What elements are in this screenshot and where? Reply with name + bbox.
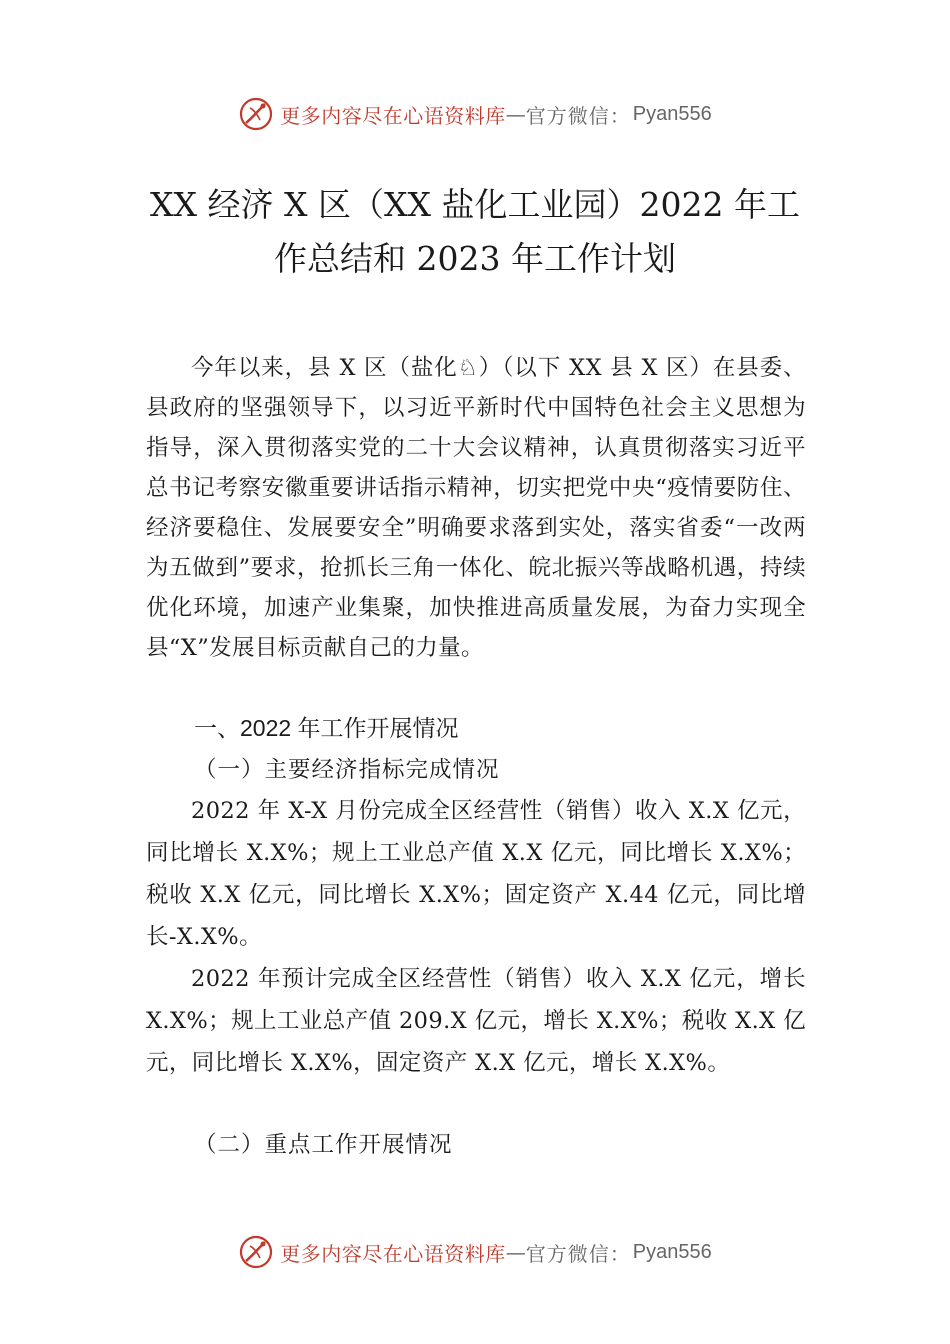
intro-block <box>146 348 806 668</box>
paragraph-block-2 <box>146 790 806 958</box>
header-watermark-banner <box>0 94 950 134</box>
subsection-heading-1: （一）主要经济指标完成情况 <box>194 757 500 783</box>
paragraph-block-3 <box>146 958 806 1084</box>
intro-paragraph: 今年以来，县 X 区（盐化♘）（以下 XX 县 X 区）在县委、县政府的坚强领导下，以习近平新时代中国特色社会主义思想为指导，深入贯彻落实党的二十大会议精神，认真贯彻落实习近平总书记考察安徽重要讲话指示精神，切实把党中央“疫情要防住、经济要稳住、发展要安全”明确要求落到实处，落实省委“一改两为五做到”要求，抢抓长三角一体化、皖北振兴等战略机遇，持续优化环境，加速产业集聚，加快推进高质量发展，为奋力实现全县“X”发展目标贡献自己的力量。 <box>146 355 806 661</box>
banner-brand-text: 更多内容尽在心语资料库 <box>280 103 506 128</box>
paragraph-indicators-forecast: 2022 年预计完成全区经营性（销售）收入 X.X 亿元，增长 X.X%；规上工业总产值 209.X 亿元，增长 X.X%；税收 X.X 亿元，同比增长 X.X%，固定资产 X.X 亿元，增长 X.X%。 <box>146 966 806 1076</box>
banner-dash: — <box>505 102 526 126</box>
pen-circle-logo-icon <box>238 96 274 132</box>
subsection-heading-2: （二）重点工作开展情况 <box>194 1132 453 1158</box>
pen-circle-logo-icon <box>238 1234 274 1270</box>
banner-wechat-handle: Pyan556 <box>632 1240 712 1263</box>
banner-wechat-label: 官方微信： <box>525 103 631 128</box>
banner-brand-text: 更多内容尽在心语资料库 <box>280 1241 506 1266</box>
banner-wechat-label: 官方微信： <box>525 1241 631 1266</box>
title-line-1: XX 经济 X 区（XX 盐化工业园）2022 年工 <box>150 185 800 224</box>
title-line-2: 作总结和 2023 年工作计划 <box>274 239 676 278</box>
section-heading-1: 一、2022 年工作开展情况 <box>194 715 459 741</box>
banner-dash: — <box>505 1240 526 1264</box>
banner-wechat-handle: Pyan556 <box>632 102 712 125</box>
paragraph-indicators-ytd: 2022 年 X-X 月份完成全区经营性（销售）收入 X.X 亿元，同比增长 X.X%；规上工业总产值 X.X 亿元，同比增长 X.X%；税收 X.X 亿元，同比增长 X.X%；固定资产 X.44 亿元，同比增长-X.X%。 <box>146 798 806 950</box>
document-title <box>120 178 830 286</box>
footer-watermark-banner <box>0 1232 950 1272</box>
